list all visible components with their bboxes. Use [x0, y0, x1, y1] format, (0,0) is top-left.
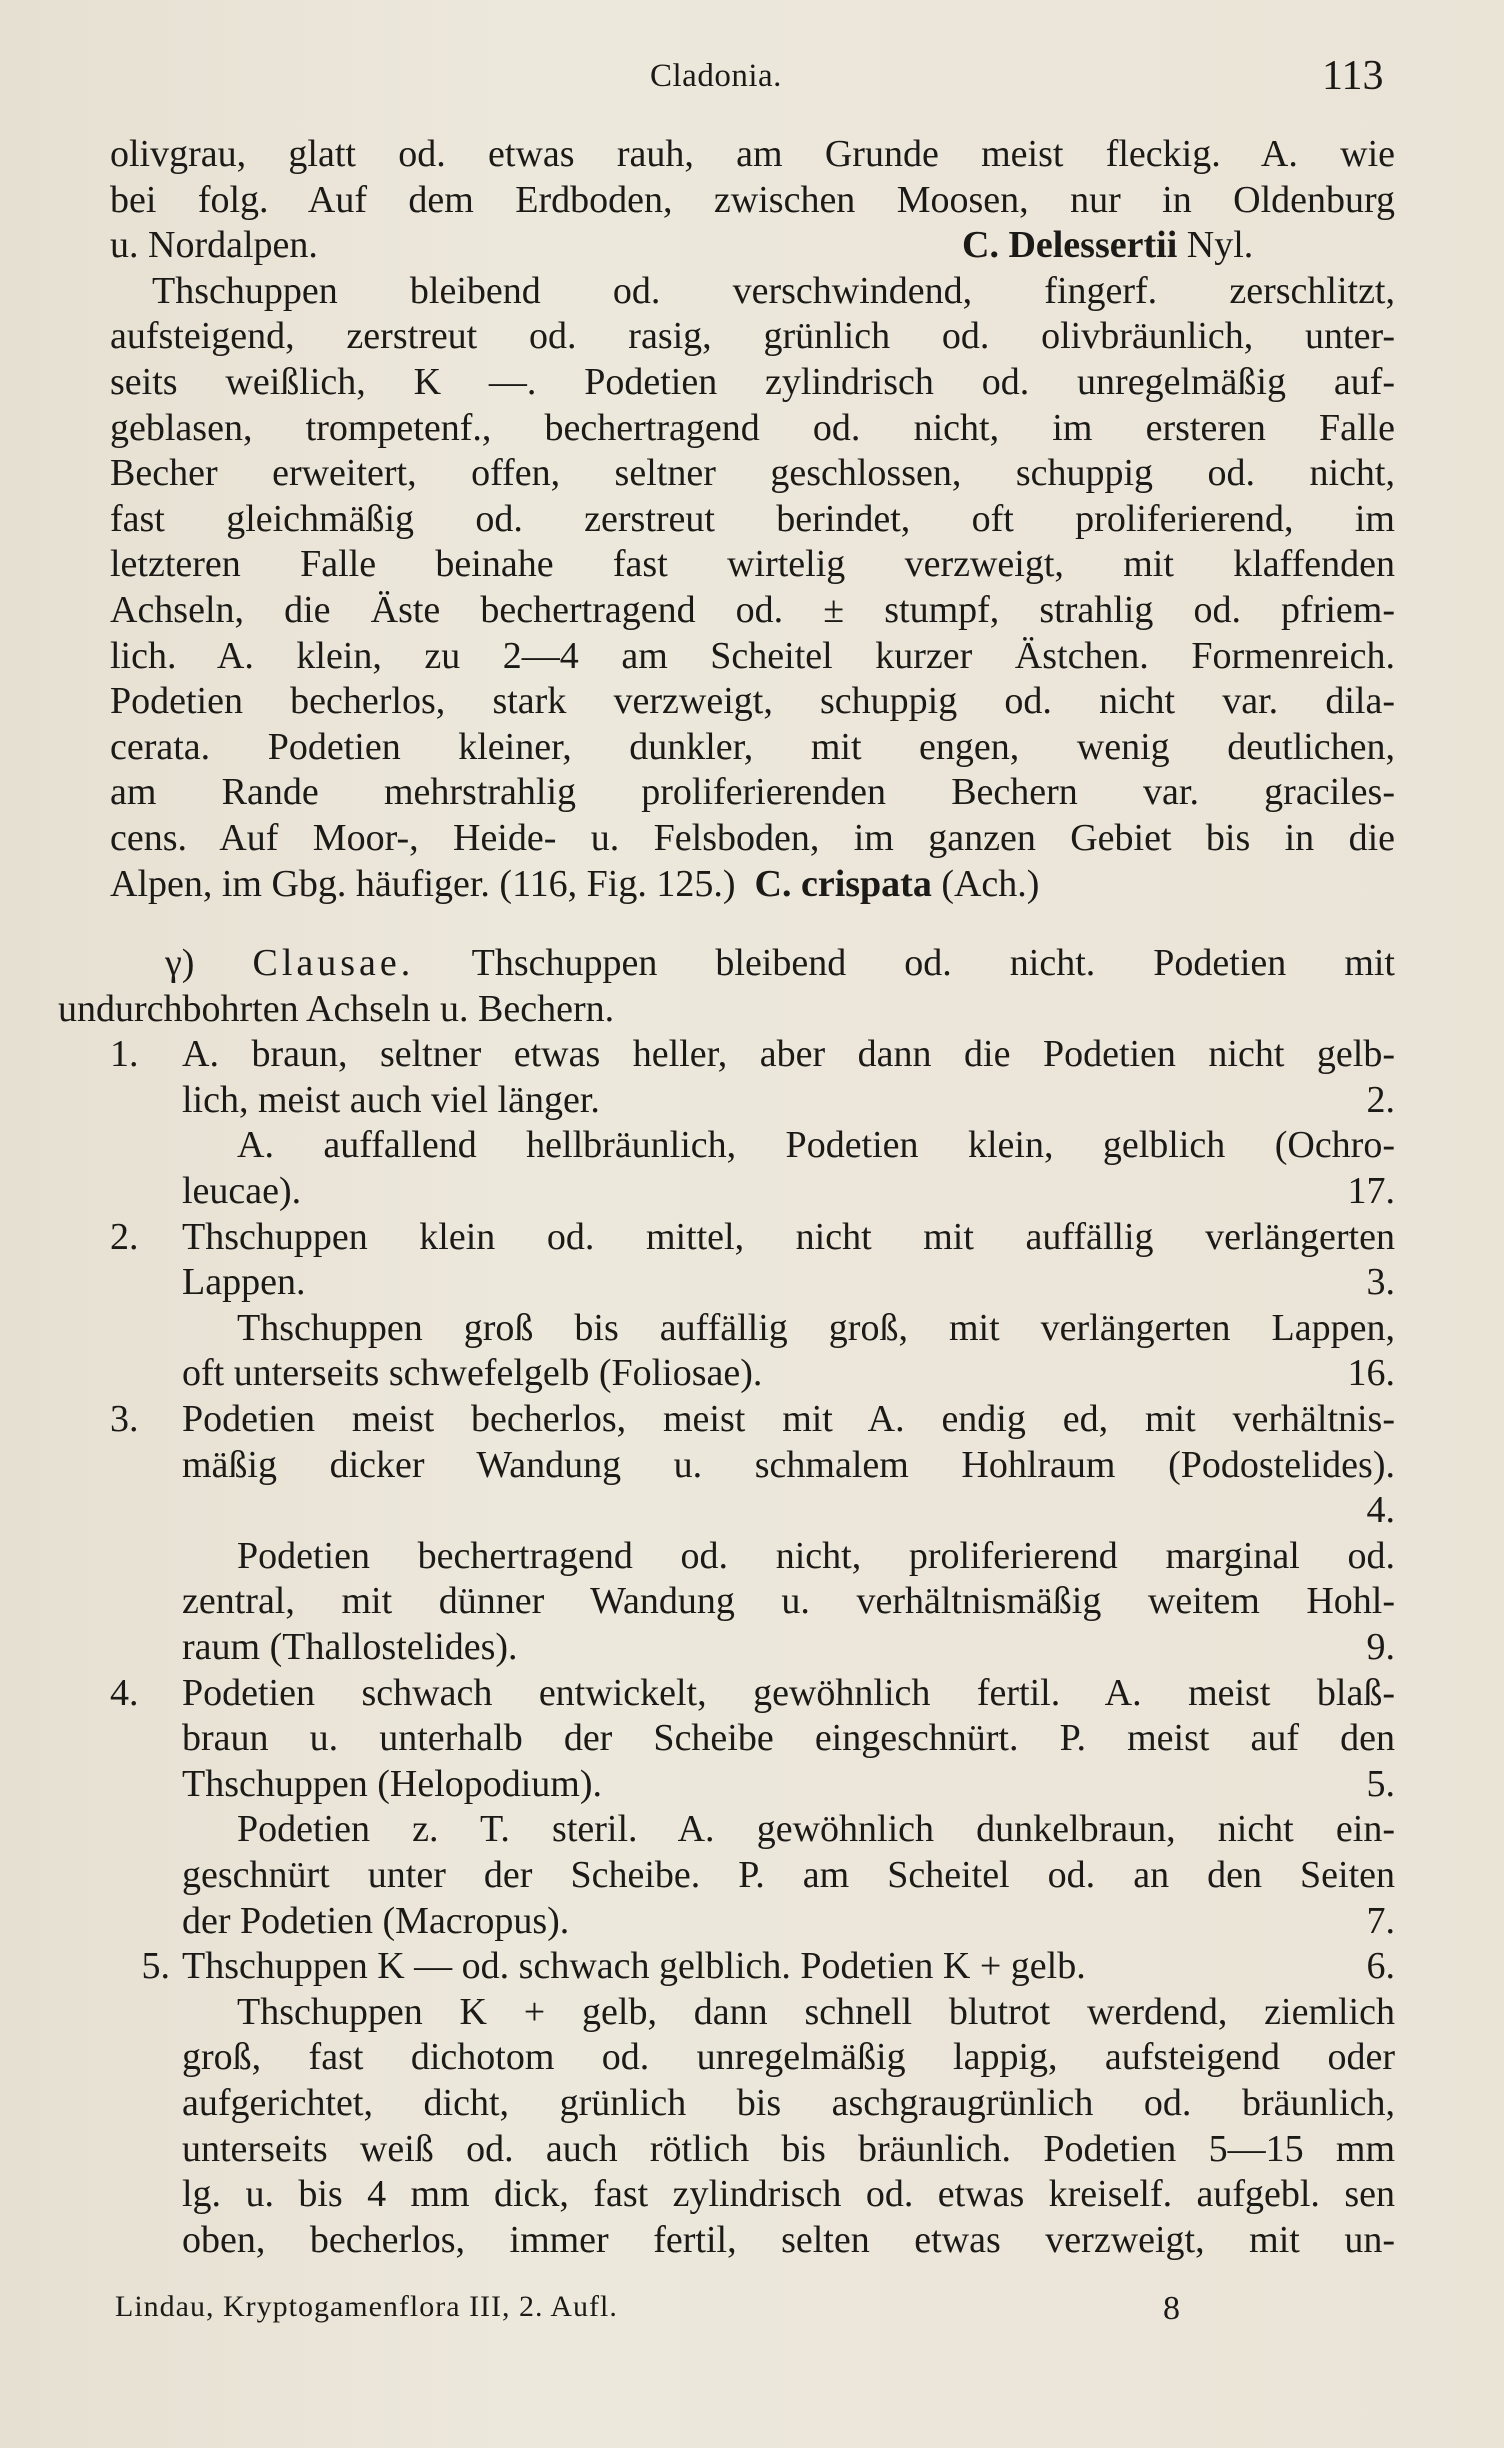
key-target: 17.: [1347, 1170, 1395, 1213]
text-line: seits weißlich, K —. Podetien zylindrisch od. unregelmäßig auf-: [110, 360, 1395, 403]
text-line: cerata. Podetien kleiner, dunkler, mit engen, wenig deutlichen,: [110, 725, 1395, 768]
text-line: [110, 862, 1395, 908]
key-text: groß, fast dichotom od. unregelmäßig lappig, aufsteigend oder: [182, 2036, 1395, 2079]
key-target: 4.: [1366, 1489, 1395, 1532]
key-target: 3.: [1366, 1261, 1395, 1304]
text-line: lich. A. klein, zu 2—4 am Scheitel kurzer Ästchen. Formenreich.: [110, 634, 1395, 677]
text-line: fast gleichmäßig od. zerstreut berindet, oft proliferierend, im: [110, 497, 1395, 540]
page-header: [0, 52, 1504, 112]
key-text: zentral, mit dünner Wandung u. verhältnismäßig weitem Hohl-: [182, 1580, 1395, 1623]
key-entry: [110, 1944, 1395, 2263]
key-number: 2.: [110, 1215, 139, 1258]
key-number: 1.: [110, 1033, 139, 1076]
key-number: 5.: [141, 1945, 170, 1988]
key-target: 5.: [1366, 1762, 1395, 1805]
text-line: olivgrau, glatt od. etwas rauh, am Grunde meist fleckig. A. wie: [110, 133, 1395, 175]
key-target: 6.: [1366, 1945, 1395, 1988]
text-line: undurchbohrten Achseln u. Bechern.: [58, 987, 615, 1030]
text-line: Thschuppen bleibend od. verschwindend, fingerf. zerschlitzt,: [152, 269, 1395, 312]
key-text: geschnürt unter der Scheibe. P. am Scheitel od. an den Seiten: [182, 1853, 1395, 1896]
text-line: Becher erweitert, offen, seltner geschlossen, schuppig od. nicht,: [110, 452, 1395, 495]
footer-reference: Lindau, Kryptogamenflora III, 2. Aufl.: [115, 2290, 618, 2323]
key-text: raum (Thallostelides).: [182, 1626, 518, 1668]
key-entry: [110, 1032, 1395, 1214]
key-entry: [110, 1671, 1395, 1945]
key-text: oft unterseits schwefelgelb (Foliosae).: [182, 1352, 763, 1395]
key-text: mäßig dicker Wandung u. schmalem Hohlraum (Podostelides).: [182, 1443, 1395, 1486]
key-text: oben, becherlos, immer fertil, selten etwas verzweigt, mit un-: [182, 2218, 1395, 2261]
section-heading: [110, 941, 1395, 987]
running-title: Cladonia.: [650, 58, 782, 94]
text-fragment: u. Nordalpen.: [110, 224, 318, 267]
species-author: (Ach.): [941, 862, 1040, 905]
text-line: cens. Auf Moor-, Heide- u. Felsboden, im ganzen Gebiet bis in die: [110, 816, 1395, 859]
text-line: bei folg. Auf dem Erdboden, zwischen Moosen, nur in Oldenburg: [110, 178, 1395, 221]
section-name: Clausae.: [252, 942, 415, 985]
key-entry: [110, 1397, 1395, 1671]
key-number: 4.: [110, 1671, 139, 1714]
section-text: Thschuppen bleibend od. nicht. Podetien mit: [471, 942, 1395, 985]
key-number: 3.: [110, 1398, 139, 1441]
text-line: letzteren Falle beinahe fast wirtelig verzweigt, mit klaffenden: [110, 543, 1395, 586]
key-text: Lappen.: [182, 1261, 306, 1304]
key-text: Podetien bechertragend od. nicht, proliferierend marginal od.: [237, 1534, 1395, 1577]
key-target: 2.: [1366, 1078, 1395, 1121]
species-name: C. Delessertii: [962, 224, 1178, 267]
key-text: Thschuppen klein od. mittel, nicht mit auffällig verlängerten: [182, 1215, 1395, 1258]
key-text: A. auffallend hellbräunlich, Podetien klein, gelblich (Ochro-: [237, 1124, 1395, 1167]
key-text: braun u. unterhalb der Scheibe eingeschnürt. P. meist auf den: [182, 1717, 1395, 1760]
key-text: lich, meist auch viel länger.: [182, 1078, 600, 1121]
key-text: leucae).: [182, 1170, 302, 1213]
text-line: Podetien becherlos, stark verzweigt, schuppig od. nicht var. dila-: [110, 680, 1395, 723]
species-name: C. crispata: [754, 862, 932, 905]
key-text: unterseits weiß od. auch rötlich bis bräunlich. Podetien 5—15 mm: [182, 2127, 1395, 2170]
key-text: Podetien schwach entwickelt, gewöhnlich fertil. A. meist blaß-: [182, 1671, 1395, 1714]
key-target: 9.: [1366, 1626, 1395, 1668]
key-text: lg. u. bis 4 mm dick, fast zylindrisch od. etwas kreiself. aufgebl. sen: [182, 2173, 1395, 2216]
key-text: Thschuppen (Helopodium).: [182, 1762, 603, 1805]
text-line: geblasen, trompetenf., bechertragend od. nicht, im ersteren Falle: [110, 406, 1395, 449]
key-text: Thschuppen groß bis auffällig groß, mit verlängerten Lappen,: [237, 1306, 1395, 1349]
body-text: [58, 132, 1395, 2263]
key-text: A. braun, seltner etwas heller, aber dann die Podetien nicht gelb-: [182, 1033, 1395, 1076]
key-text: der Podetien (Macropus).: [182, 1899, 570, 1942]
text-line: aufsteigend, zerstreut od. rasig, grünlich od. olivbräunlich, unter-: [110, 315, 1395, 358]
key-target: 7.: [1366, 1899, 1395, 1942]
key-target: 16.: [1347, 1352, 1395, 1395]
text-fragment: Alpen, im Gbg. häufiger. (116, Fig. 125.): [110, 862, 736, 905]
key-text: aufgerichtet, dicht, grünlich bis aschgraugrünlich od. bräunlich,: [182, 2081, 1395, 2124]
key-text: Podetien meist becherlos, meist mit A. endig ed, mit verhältnis-: [182, 1398, 1395, 1441]
text-line: am Rande mehrstrahlig proliferierenden Bechern var. graciles-: [110, 771, 1395, 814]
key-text: Thschuppen K — od. schwach gelblich. Podetien K + gelb.: [182, 1945, 1086, 1988]
species-author: Nyl.: [1186, 224, 1254, 267]
key-entry: [110, 1215, 1395, 1397]
page-footer: [115, 2290, 1415, 2327]
section-letter: γ): [165, 942, 195, 985]
text-line: [110, 223, 1395, 269]
key-text: Podetien z. T. steril. A. gewöhnlich dunkelbraun, nicht ein-: [237, 1808, 1395, 1851]
page-number: 113: [1322, 53, 1384, 99]
signature-mark: 8: [1163, 2290, 1180, 2327]
text-line: Achseln, die Äste bechertragend od. ± stumpf, strahlig od. pfriem-: [110, 588, 1395, 631]
key-text: Thschuppen K + gelb, dann schnell blutrot werdend, ziemlich: [237, 1990, 1395, 2033]
